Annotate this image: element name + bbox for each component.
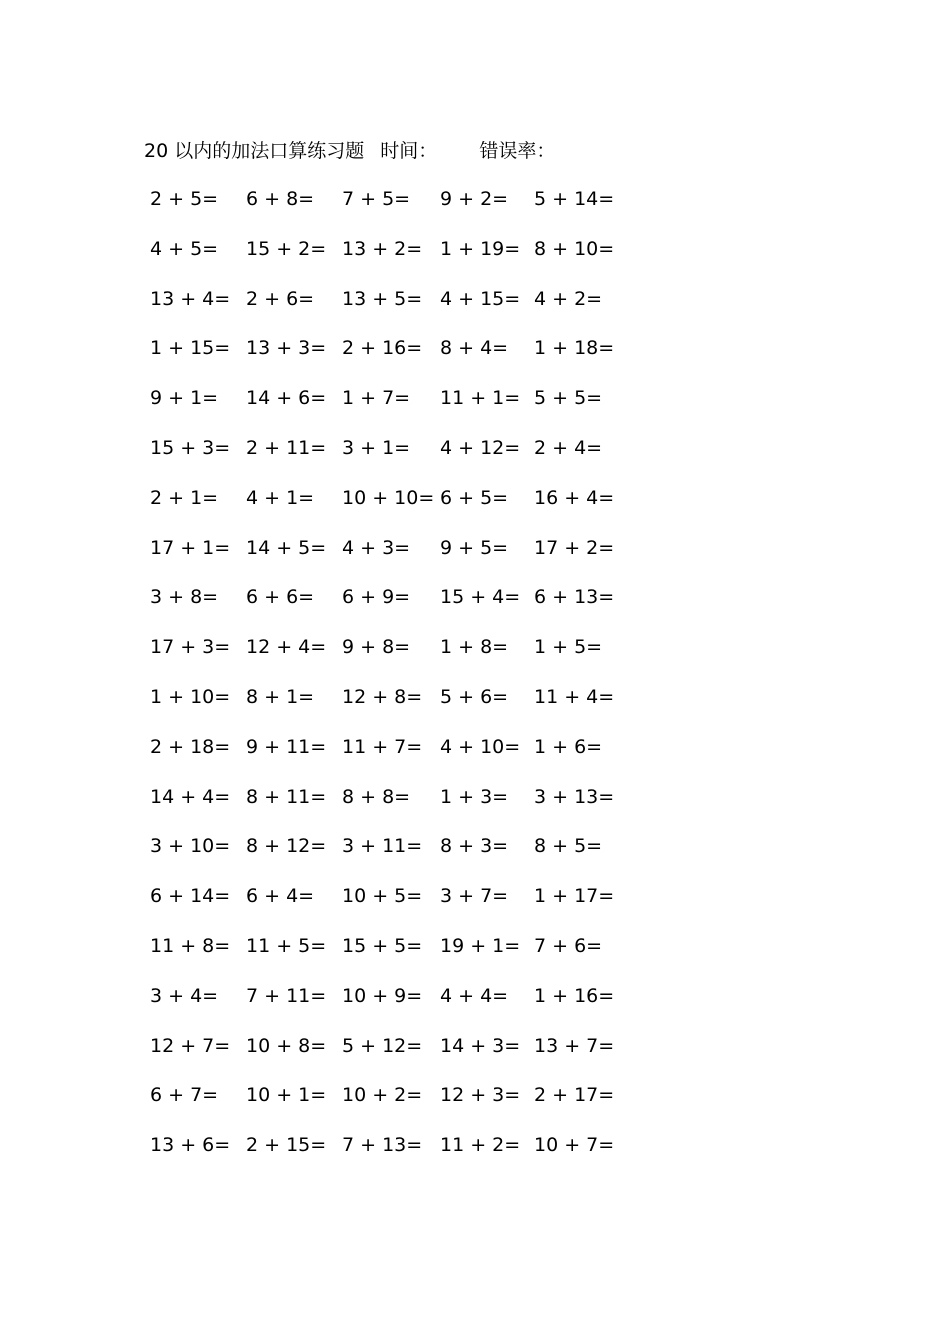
problem-item: 3 + 8=: [150, 586, 219, 609]
problem-item: 6 + 4=: [246, 885, 315, 908]
problem-item: 9 + 1=: [150, 387, 219, 410]
worksheet-header: [144, 136, 555, 166]
problem-item: 16 + 4=: [534, 486, 615, 509]
problem-item: 1 + 19=: [440, 237, 521, 260]
problem-row: [150, 1080, 630, 1130]
worksheet-title: 20 以内的加法口算练习题: [144, 140, 365, 162]
problem-item: 5 + 12=: [342, 1034, 423, 1057]
problem-item: 13 + 3=: [246, 337, 327, 360]
problem-item: 17 + 2=: [534, 536, 615, 559]
problem-item: 3 + 1=: [342, 436, 411, 459]
problem-item: 8 + 8=: [342, 785, 411, 808]
problem-item: 2 + 18=: [150, 735, 231, 758]
problem-item: 13 + 4=: [150, 287, 231, 310]
problem-item: 1 + 5=: [534, 636, 603, 659]
problem-item: 9 + 8=: [342, 636, 411, 659]
problem-row: [150, 383, 630, 433]
problem-item: 8 + 1=: [246, 685, 315, 708]
problem-item: 4 + 2=: [534, 287, 603, 310]
problem-item: 10 + 7=: [534, 1134, 615, 1157]
problem-item: 5 + 6=: [440, 685, 509, 708]
problem-item: 4 + 1=: [246, 486, 315, 509]
problem-item: 10 + 1=: [246, 1084, 327, 1107]
problem-item: 7 + 5=: [342, 188, 411, 210]
problem-item: 5 + 14=: [534, 188, 615, 210]
problem-row: [150, 881, 630, 931]
problem-item: 1 + 18=: [534, 337, 615, 360]
problem-item: 10 + 2=: [342, 1084, 423, 1107]
problem-item: 1 + 6=: [534, 735, 603, 758]
problem-row: [150, 533, 630, 583]
problem-row: [150, 333, 630, 383]
problem-item: 13 + 7=: [534, 1034, 615, 1057]
problem-item: 6 + 7=: [150, 1084, 219, 1107]
problem-item: 12 + 7=: [150, 1034, 231, 1057]
problem-row: [150, 184, 630, 234]
problem-item: 11 + 4=: [534, 685, 615, 708]
problem-item: 9 + 11=: [246, 735, 327, 758]
problem-item: 11 + 7=: [342, 735, 423, 758]
time-label: 时间：: [380, 140, 438, 162]
problem-item: 15 + 3=: [150, 436, 231, 459]
problem-row: [150, 931, 630, 981]
problem-row: [150, 632, 630, 682]
problem-item: 10 + 5=: [342, 885, 423, 908]
problem-item: 14 + 5=: [246, 536, 327, 559]
problem-item: 6 + 14=: [150, 885, 231, 908]
problem-item: 1 + 8=: [440, 636, 509, 659]
problem-row: [150, 582, 630, 632]
problem-row: [150, 483, 630, 533]
problem-item: 8 + 4=: [440, 337, 509, 360]
problem-row: [150, 284, 630, 334]
problem-row: [150, 732, 630, 782]
problem-item: 7 + 6=: [534, 934, 603, 957]
problem-item: 4 + 12=: [440, 436, 521, 459]
problem-item: 2 + 16=: [342, 337, 423, 360]
problem-item: 1 + 7=: [342, 387, 411, 410]
problem-row: [150, 234, 630, 284]
problem-item: 17 + 3=: [150, 636, 231, 659]
problem-grid: [150, 184, 630, 1180]
problem-item: 1 + 16=: [534, 984, 615, 1007]
problem-item: 3 + 13=: [534, 785, 615, 808]
problem-item: 6 + 8=: [246, 188, 315, 210]
problem-item: 6 + 6=: [246, 586, 315, 609]
problem-item: 4 + 10=: [440, 735, 521, 758]
problem-item: 10 + 8=: [246, 1034, 327, 1057]
problem-item: 1 + 17=: [534, 885, 615, 908]
problem-item: 3 + 11=: [342, 835, 423, 858]
problem-item: 9 + 2=: [440, 188, 509, 210]
problem-item: 15 + 2=: [246, 237, 327, 260]
problem-item: 1 + 15=: [150, 337, 231, 360]
problem-item: 12 + 8=: [342, 685, 423, 708]
problem-row: [150, 433, 630, 483]
problem-item: 2 + 5=: [150, 188, 219, 210]
problem-item: 3 + 7=: [440, 885, 509, 908]
problem-item: 8 + 5=: [534, 835, 603, 858]
problem-item: 14 + 6=: [246, 387, 327, 410]
problem-item: 7 + 11=: [246, 984, 327, 1007]
problem-item: 8 + 3=: [440, 835, 509, 858]
problem-item: 8 + 12=: [246, 835, 327, 858]
problem-item: 6 + 9=: [342, 586, 411, 609]
problem-item: 2 + 15=: [246, 1134, 327, 1157]
problem-item: 17 + 1=: [150, 536, 231, 559]
problem-item: 13 + 5=: [342, 287, 423, 310]
problem-item: 10 + 10=: [342, 486, 435, 509]
problem-item: 10 + 9=: [342, 984, 423, 1007]
problem-row: [150, 782, 630, 832]
problem-item: 1 + 10=: [150, 685, 231, 708]
problem-item: 2 + 6=: [246, 287, 315, 310]
problem-item: 2 + 11=: [246, 436, 327, 459]
problem-item: 6 + 13=: [534, 586, 615, 609]
problem-item: 14 + 4=: [150, 785, 231, 808]
problem-item: 13 + 2=: [342, 237, 423, 260]
problem-item: 9 + 5=: [440, 536, 509, 559]
problem-row: [150, 981, 630, 1031]
problem-item: 15 + 5=: [342, 934, 423, 957]
problem-item: 11 + 5=: [246, 934, 327, 957]
problem-item: 6 + 5=: [440, 486, 509, 509]
problem-item: 1 + 3=: [440, 785, 509, 808]
problem-row: [150, 831, 630, 881]
problem-item: 2 + 17=: [534, 1084, 615, 1107]
problem-item: 2 + 4=: [534, 436, 603, 459]
problem-item: 7 + 13=: [342, 1134, 423, 1157]
problem-item: 11 + 2=: [440, 1134, 521, 1157]
problem-item: 4 + 4=: [440, 984, 509, 1007]
problem-item: 5 + 5=: [534, 387, 603, 410]
problem-item: 4 + 3=: [342, 536, 411, 559]
problem-item: 11 + 8=: [150, 934, 231, 957]
problem-item: 19 + 1=: [440, 934, 521, 957]
problem-item: 13 + 6=: [150, 1134, 231, 1157]
problem-item: 4 + 5=: [150, 237, 219, 260]
problem-item: 3 + 4=: [150, 984, 219, 1007]
problem-item: 12 + 4=: [246, 636, 327, 659]
problem-item: 8 + 10=: [534, 237, 615, 260]
problem-item: 12 + 3=: [440, 1084, 521, 1107]
problem-item: 3 + 10=: [150, 835, 231, 858]
problem-item: 14 + 3=: [440, 1034, 521, 1057]
problem-row: [150, 682, 630, 732]
problem-item: 8 + 11=: [246, 785, 327, 808]
problem-item: 11 + 1=: [440, 387, 521, 410]
problem-item: 2 + 1=: [150, 486, 219, 509]
problem-row: [150, 1031, 630, 1081]
error-rate-label: 错误率：: [479, 140, 556, 162]
problem-item: 15 + 4=: [440, 586, 521, 609]
problem-row: [150, 1130, 630, 1180]
problem-item: 4 + 15=: [440, 287, 521, 310]
